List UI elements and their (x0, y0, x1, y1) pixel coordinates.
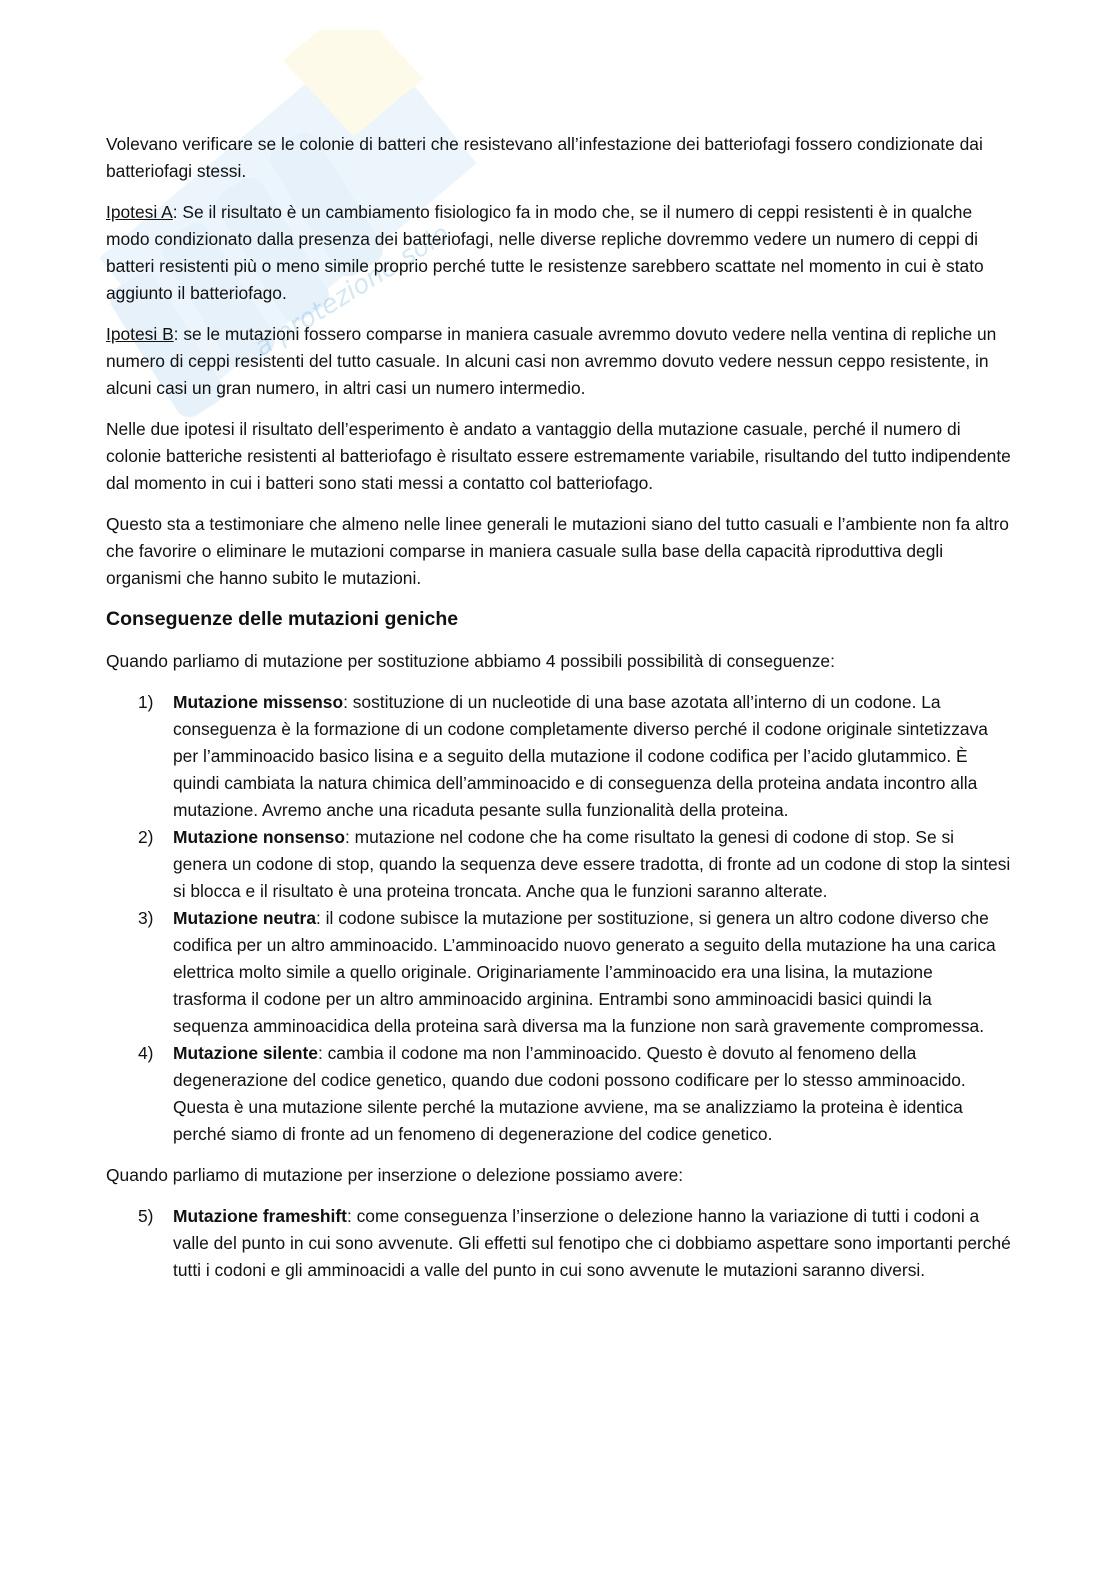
list-item-text: : il codone subisce la mutazione per sostituzione, si genera un altro codone diverso che codifica per un altro amminoacido. L’amminoacido nuovo generato a seguito della mutazione ha una carica elettrica molto simile a quello originale. Originariamente l’amminoacido era una lisina, la mutazione trasforma il codone per un altro amminoacido arginina. Entrambi sono amminoacidi basici quindi la sequenza amminoacidica della proteina sarà diversa ma la funzione non sarà gravemente compromessa. (173, 908, 996, 1036)
hypothesis-b-label: Ipotesi B (106, 324, 174, 344)
list-item-text: : cambia il codone ma non l’amminoacido. Questo è dovuto al fenomeno della degenerazione del codice genetico, quando due codoni possono codificare per lo stesso amminoacido. Questa è una mutazione silente perché la mutazione avviene, ma se analizziamo la proteina è identica perché siamo di fronte ad un fenomeno di degenerazione del codice genetico. (173, 1043, 966, 1144)
list-item-term: Mutazione frameshift (173, 1206, 347, 1226)
list-item-term: Mutazione neutra (173, 908, 316, 928)
list-item-text: : sostituzione di un nucleotide di una base azotata all’interno di un codone. La conseguenza è la formazione di un codone completamente diverso perché il codone originale sintetizzava per l’amminoacido basico lisina e a seguito della mutazione il codone codifica per l’acido glutammico. È quindi cambiata la natura chimica dell’amminoacido e di conseguenza della proteina andata incontro alla mutazione. Avremo anche una ricaduta pesante sulla funzionalità della proteina. (173, 692, 988, 820)
intro-paragraph: Volevano verificare se le colonie di batteri che resistevano all’infestazione dei batteriofagi fossero condizionate dai batteriofagi stessi. (106, 134, 983, 181)
watermark-brand-text: a protezione solo (249, 218, 455, 363)
result-paragraph: Nelle due ipotesi il risultato dell’esperimento è andato a vantaggio della mutazione casuale, perché il numero di colonie batteriche resistenti al batteriofago è risultato essere estremamente variabile, risultando del tutto indipendente dal momento in cui i batteri sono stati messi a contatto col batteriofago. (106, 419, 1011, 493)
document-page (106, 131, 1011, 1298)
list-item-term: Mutazione nonsenso (173, 827, 345, 847)
list-item-term: Mutazione silente (173, 1043, 318, 1063)
hypothesis-a-paragraph (106, 199, 1011, 307)
indel-intro: Quando parliamo di mutazione per inserzione o delezione possiamo avere: (106, 1165, 684, 1185)
list-item (106, 689, 1011, 824)
list-item (106, 1040, 1011, 1148)
substitution-list (106, 689, 1011, 1148)
hypothesis-a-text: : Se il risultato è un cambiamento fisiologico fa in modo che, se il numero di ceppi resistenti è in qualche modo condizionato dalla presenza dei batteriofagi, nelle diverse repliche dovremmo vedere un numero di ceppi di batteri resistenti più o meno simile proprio perché tutte le resistenze sarebbero scattate nel momento in cui è stato aggiunto il batteriofago. (106, 202, 984, 303)
section-heading: Conseguenze delle mutazioni geniche (106, 608, 459, 630)
hypothesis-b-paragraph (106, 321, 1011, 402)
substitution-intro: Quando parliamo di mutazione per sostituzione abbiamo 4 possibili possibilità di conseguenze: (106, 651, 835, 671)
list-item-number: 4) (138, 1043, 154, 1063)
list-item-number: 3) (138, 908, 154, 928)
list-item-term: Mutazione missenso (173, 692, 344, 712)
list-item-text: : mutazione nel codone che ha come risultato la genesi di codone di stop. Se si genera un codone di stop, quando la sequenza deve essere tradotta, di fronte ad un codone di stop la sintesi si blocca e il risultato è una proteina troncata. Anche qua le funzioni saranno alterate. (173, 827, 1011, 901)
list-item-number: 2) (138, 827, 154, 847)
indel-list (106, 1203, 1011, 1284)
list-item-number: 1) (138, 692, 154, 712)
list-item (106, 905, 1011, 1040)
list-item (106, 824, 1011, 905)
hypothesis-a-label: Ipotesi A (106, 202, 173, 222)
conclusion-paragraph: Questo sta a testimoniare che almeno nelle linee generali le mutazioni siano del tutto casuali e l’ambiente non fa altro che favorire o eliminare le mutazioni comparse in maniera casuale sulla base della capacità riproduttiva degli organismi che hanno subito le mutazioni. (106, 514, 1009, 588)
list-item-text: : come conseguenza l’inserzione o delezione hanno la variazione di tutti i codoni a valle del punto in cui sono avvenute. Gli effetti sul fenotipo che ci dobbiamo aspettare sono importanti perché tutti i codoni e gli amminoacidi a valle del punto in cui sono avvenute le mutazioni saranno diversi. (173, 1206, 1011, 1280)
list-item-number: 5) (138, 1206, 154, 1226)
list-item (106, 1203, 1011, 1284)
hypothesis-b-text: : se le mutazioni fossero comparse in maniera casuale avremmo dovuto vedere nella ventina di repliche un numero di ceppi resistenti del tutto casuale. In alcuni casi non avremmo dovuto vedere nessun ceppo resistente, in alcuni casi un gran numero, in altri casi un numero intermedio. (106, 324, 997, 398)
